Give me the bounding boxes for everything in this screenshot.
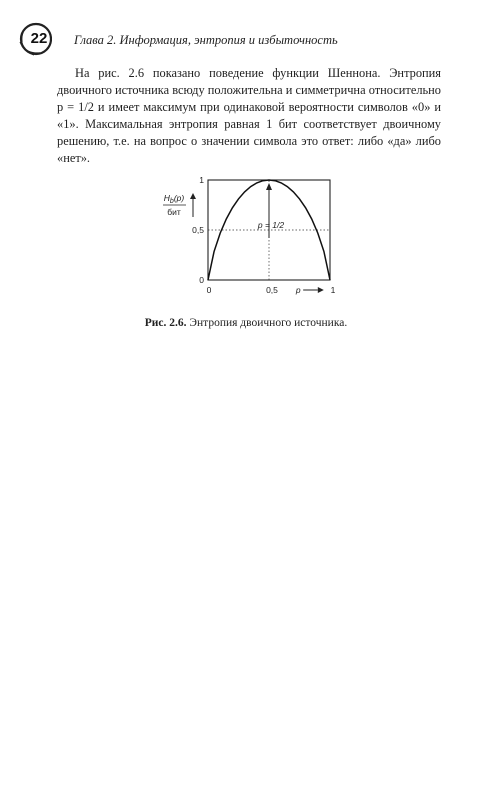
y-axis-arrow-head	[190, 193, 196, 199]
body-text	[57, 65, 441, 167]
paragraph: На рис. 2.6 показано поведение функции Шеннона. Энтропия двоичного источника всюду положительна и симметрична относительно p = 1/2 и имеет максимум при одинаковой вероятности символов «0» и «1». Максимальная энтропия равная 1 бит соответствует двоичному решению, т.е. на вопрос о значении символа это ответ: либо «да» либо «нет».	[57, 66, 441, 165]
page-header	[18, 22, 478, 56]
x-tick-label: 1	[330, 285, 336, 295]
x-tick-label: 0	[206, 285, 212, 295]
chapter-title: Глава 2. Информация, энтропия и избыточность	[74, 33, 338, 47]
x-axis-label: p	[295, 285, 301, 295]
y-tick-label: 0	[199, 275, 204, 285]
y-tick-label: 1	[199, 175, 204, 185]
figure	[160, 170, 350, 302]
page-number: 22	[30, 30, 48, 47]
figure-caption	[0, 317, 492, 329]
caption-label: Рис. 2.6.	[144, 317, 187, 329]
x-axis-arrow-head	[318, 287, 324, 293]
max-arrow-head	[266, 183, 272, 190]
caption-text: Энтропия двоичного источника.	[189, 317, 348, 329]
entropy-chart	[160, 170, 350, 302]
y-axis-label: $H_b(p)$	[163, 193, 185, 205]
y-axis-unit: бит	[167, 207, 181, 217]
y-tick-label: 0,5	[192, 225, 204, 235]
x-tick-label: 0,5	[266, 285, 278, 295]
annotation-p-half: p = 1/2	[257, 220, 285, 230]
page-number-badge	[18, 22, 52, 56]
